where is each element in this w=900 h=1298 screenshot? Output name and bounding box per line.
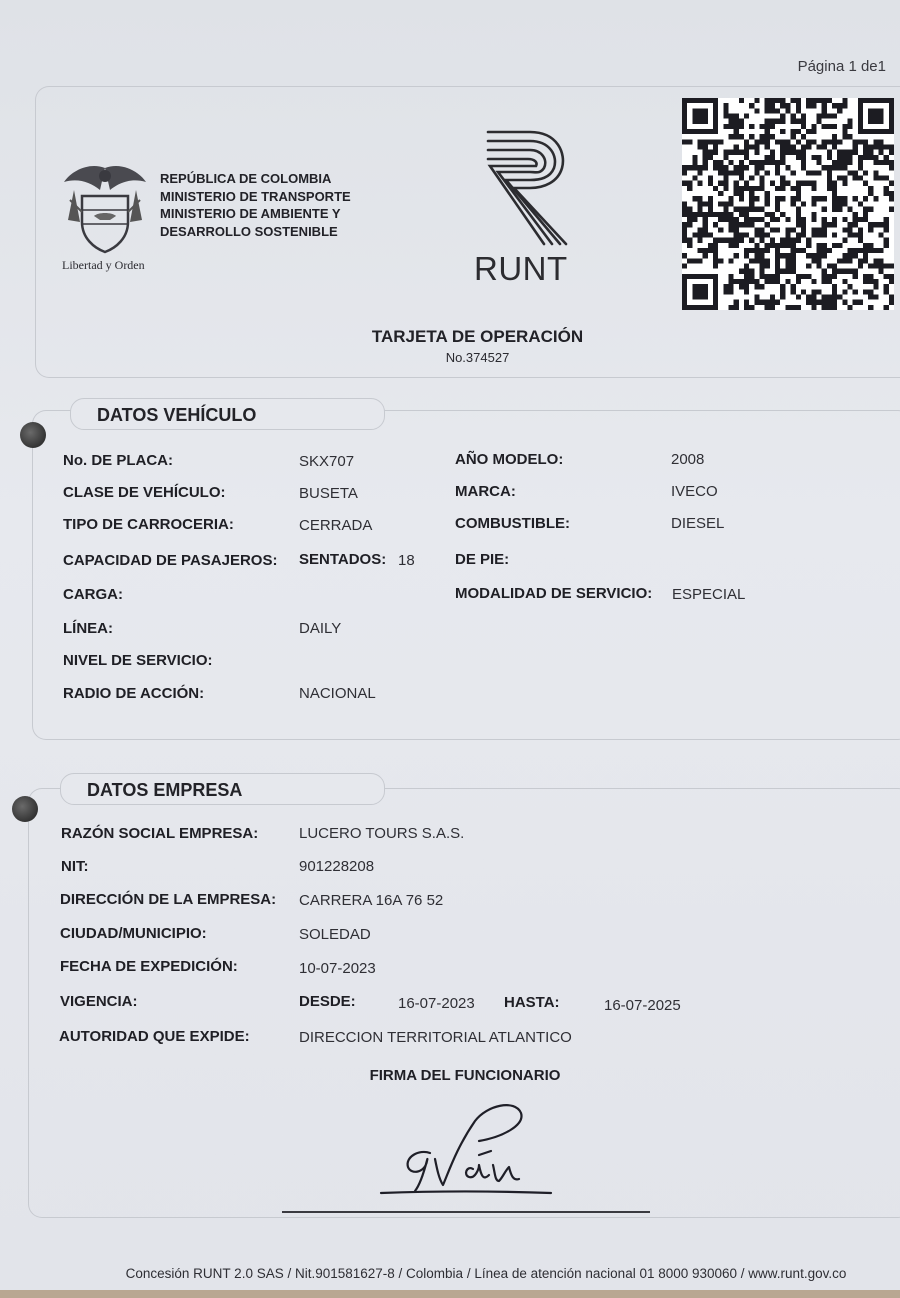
passenger-capacity-label: CAPACIDAD DE PASAJEROS: (63, 552, 278, 569)
body-type-value: CERRADA (299, 517, 373, 534)
model-year-value: 2008 (671, 451, 705, 468)
issuing-authority-value: DIRECCION TERRITORIAL ATLANTICO (299, 1029, 572, 1046)
validity-label: VIGENCIA: (60, 993, 138, 1010)
body-type-label: TIPO DE CARROCERIA: (63, 516, 234, 533)
signature-icon (375, 1095, 565, 1205)
service-mode-value: ESPECIAL (672, 586, 746, 603)
city-value: SOLEDAD (299, 926, 371, 943)
vehicle-class-value: BUSETA (299, 485, 358, 502)
brand-value: IVECO (671, 483, 718, 500)
seated-label: SENTADOS: (299, 551, 387, 568)
qr-code-icon (682, 98, 894, 310)
line-value: DAILY (299, 620, 342, 637)
action-radius-value: NACIONAL (299, 685, 376, 702)
issue-date-label: FECHA DE EXPEDICIÓN: (60, 958, 238, 975)
page-number: Página 1 de1 (797, 58, 886, 75)
punch-hole (12, 796, 38, 822)
table-surface-strip (0, 1290, 900, 1298)
document-number: No.374527 (445, 350, 510, 365)
gov-line: REPÚBLICA DE COLOMBIA (160, 171, 332, 186)
colombia-coat-of-arms-icon (60, 160, 150, 260)
line-label: LÍNEA: (63, 620, 113, 637)
runt-logo-text: RUNT (474, 250, 568, 287)
document-title: TARJETA DE OPERACIÓN (371, 327, 584, 346)
issue-date-value: 10-07-2023 (299, 960, 376, 977)
government-heading (160, 170, 351, 240)
crest-motto: Libertad y Orden (62, 258, 145, 272)
gov-line: DESARROLLO SOSTENIBLE (160, 223, 338, 239)
nit-label: NIT: (61, 858, 89, 875)
company-name-value: LUCERO TOURS S.A.S. (299, 825, 465, 842)
gov-line: MINISTERIO DE TRANSPORTE (160, 188, 351, 204)
punch-hole (20, 422, 46, 448)
service-level-label: NIVEL DE SERVICIO: (63, 652, 213, 669)
standing-label: DE PIE: (455, 551, 510, 568)
company-address-label: DIRECCIÓN DE LA EMPRESA: (60, 891, 277, 908)
official-signature-label: FIRMA DEL FUNCIONARIO (369, 1067, 561, 1084)
fuel-value: DIESEL (671, 515, 725, 532)
signature-line (282, 1211, 650, 1213)
plate-label: No. DE PLACA: (63, 452, 173, 469)
fuel-label: COMBUSTIBLE: (455, 515, 570, 532)
vehicle-class-label: CLASE DE VEHÍCULO: (63, 484, 226, 501)
action-radius-label: RADIO DE ACCIÓN: (63, 685, 205, 702)
cargo-label: CARGA: (63, 586, 123, 603)
vehicle-section-title: DATOS VEHÍCULO (70, 398, 385, 430)
city-label: CIUDAD/MUNICIPIO: (60, 925, 207, 942)
valid-from-label: DESDE: (299, 993, 356, 1010)
plate-value: SKX707 (299, 453, 355, 470)
runt-logo-icon (480, 122, 580, 252)
gov-line: MINISTERIO DE AMBIENTE Y (160, 206, 341, 221)
issuing-authority-label: AUTORIDAD QUE EXPIDE: (59, 1028, 250, 1045)
company-section-title: DATOS EMPRESA (60, 773, 385, 805)
model-year-label: AÑO MODELO: (455, 451, 564, 468)
brand-label: MARCA: (455, 483, 516, 500)
valid-until-value: 16-07-2025 (604, 997, 681, 1014)
service-mode-label: MODALIDAD DE SERVICIO: (455, 585, 653, 602)
valid-until-label: HASTA: (504, 994, 560, 1011)
company-address-value: CARRERA 16A 76 52 (299, 892, 444, 909)
valid-from-value: 16-07-2023 (398, 995, 475, 1012)
footer-text: Concesión RUNT 2.0 SAS / Nit.901581627-8 / Colombia / Línea de atención nacional 01 8000 930060 / www.runt.gov.co (125, 1266, 847, 1281)
company-name-label: RAZÓN SOCIAL EMPRESA: (61, 825, 259, 842)
nit-value: 901228208 (299, 858, 375, 875)
seated-value: 18 (398, 552, 415, 569)
